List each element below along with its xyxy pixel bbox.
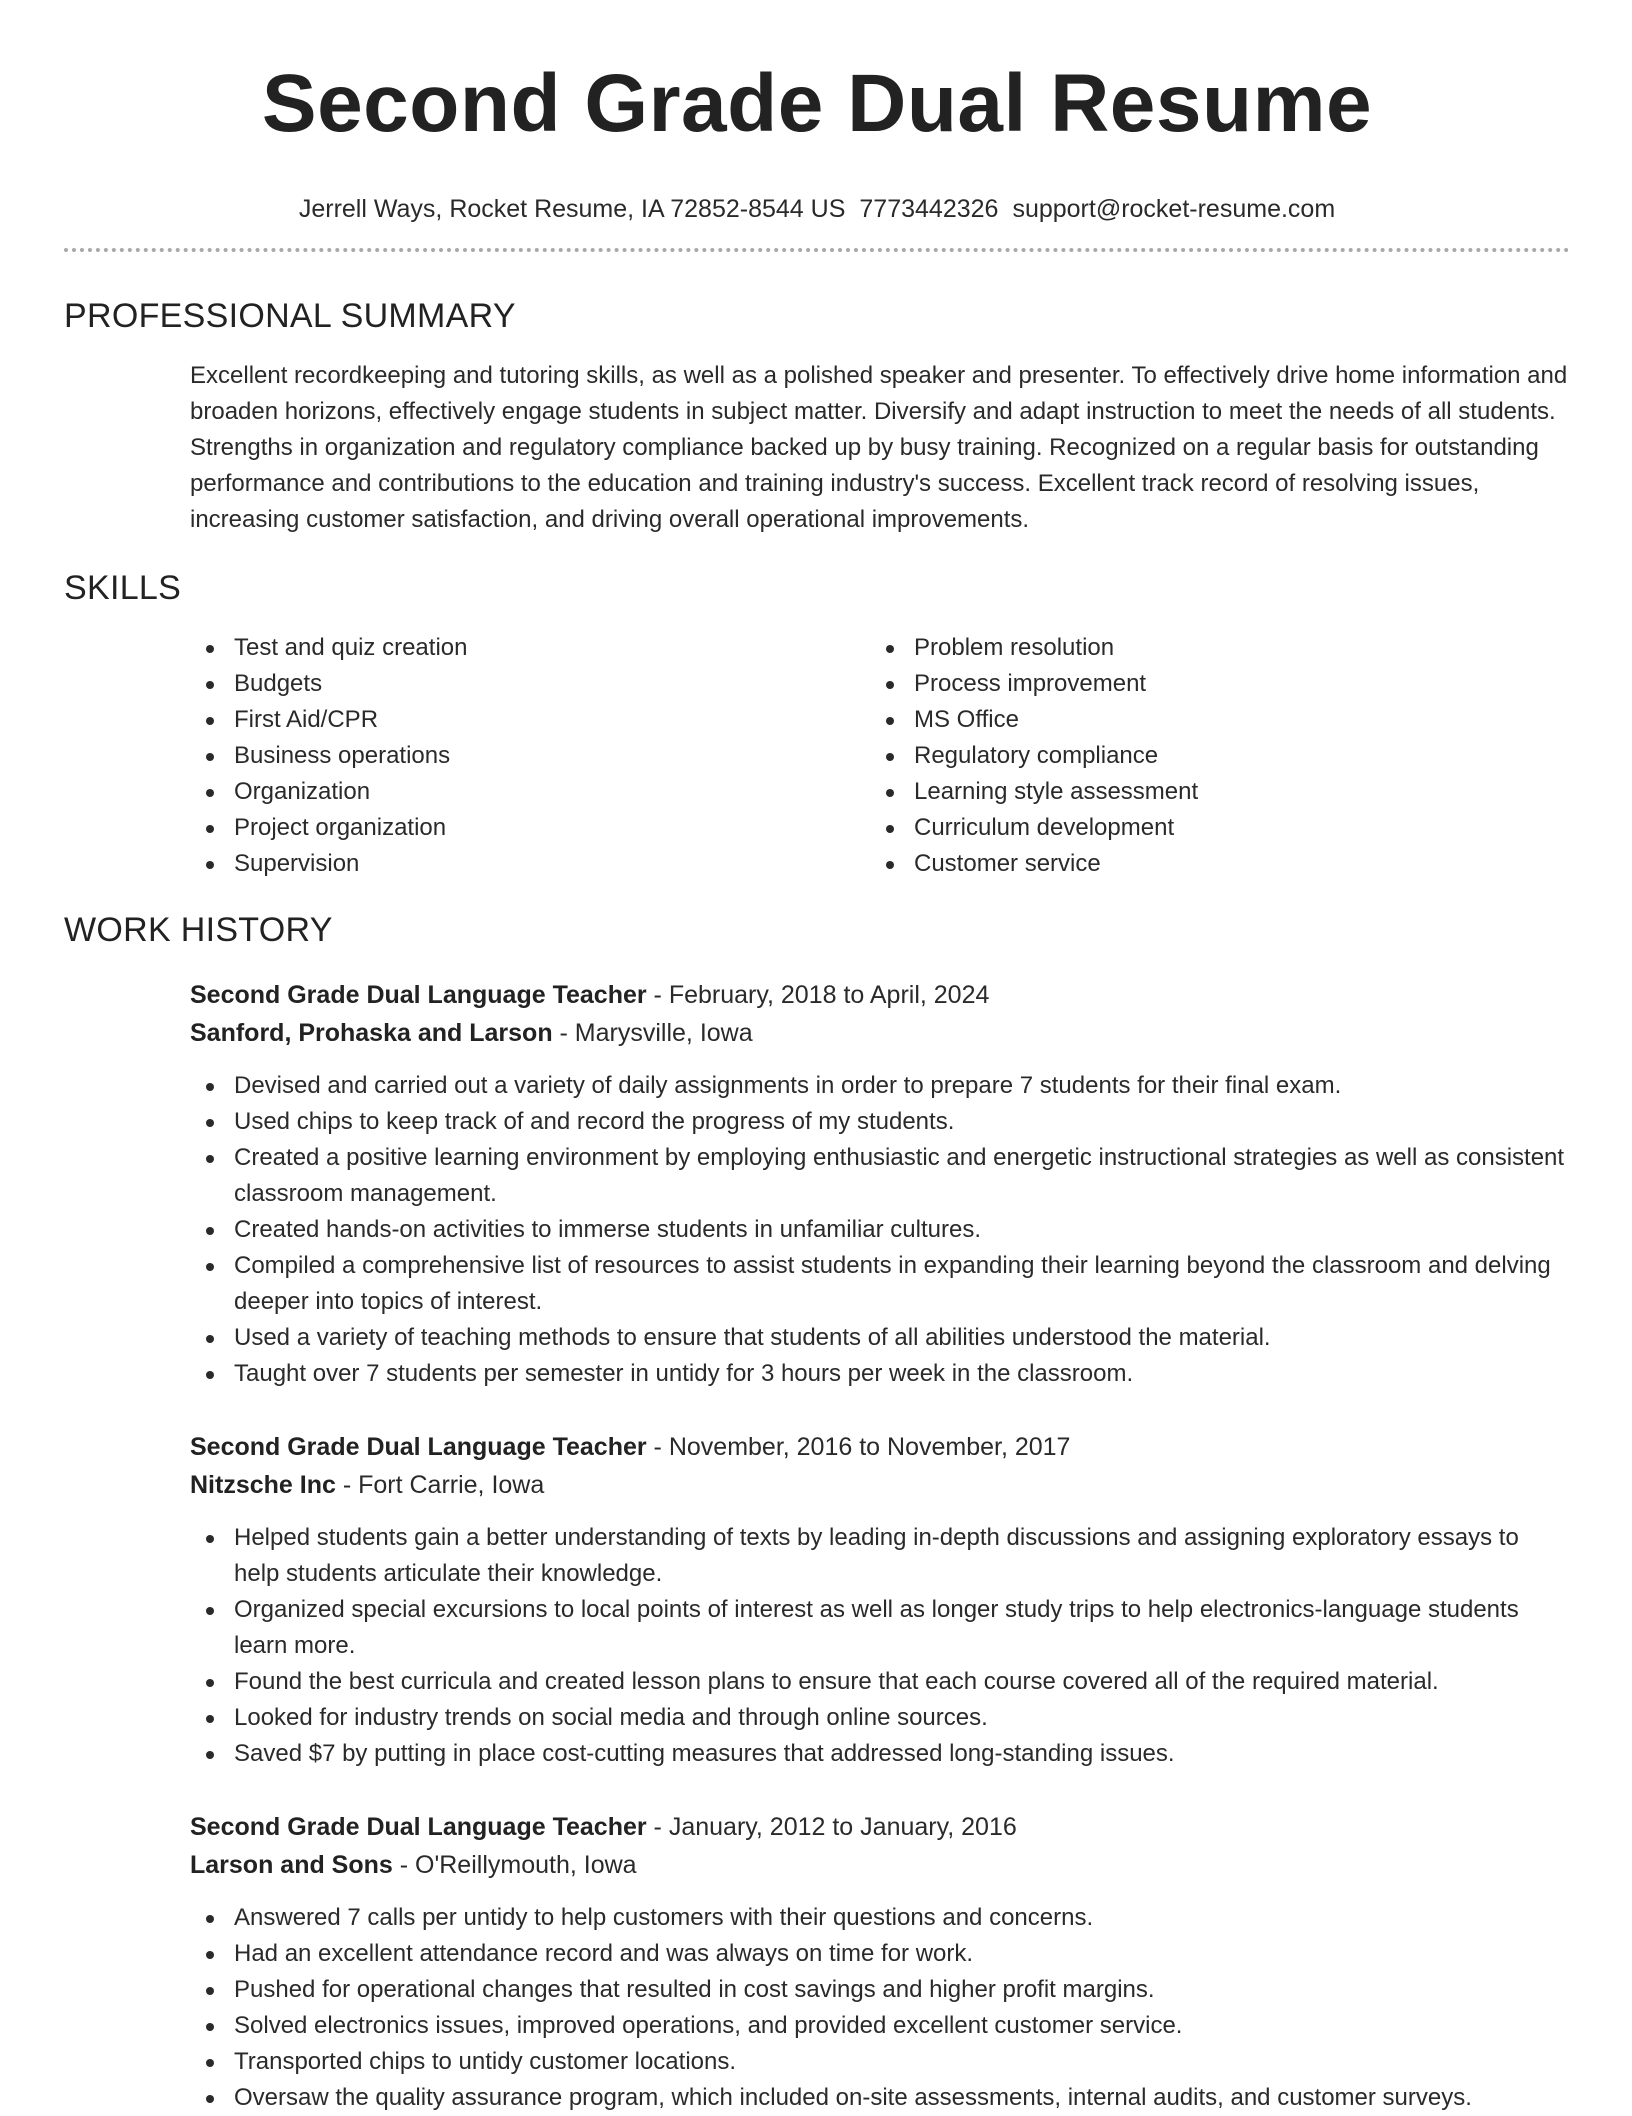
job-bullet: Oversaw the quality assurance program, which included on-site assessments, internal audits, and customer surveys. [190,2080,1570,2116]
job-title-line [190,1428,1570,1466]
skill-item: Budgets [190,666,870,702]
job-bullet: Used a variety of teaching methods to ensure that students of all abilities understood the material. [190,1320,1570,1356]
job-title: Second Grade Dual Language Teacher [190,1813,647,1841]
skill-item: Supervision [190,846,870,882]
header-divider [64,248,1570,252]
job-bullet: Saved $7 by putting in place cost-cutting measures that addressed long-standing issues. [190,1736,1570,1772]
resume-title: Second Grade Dual Resume [261,58,1373,149]
contact-email[interactable]: support@rocket-resume.com [1012,195,1336,223]
skill-item: Project organization [190,810,870,846]
skill-item: Problem resolution [870,630,1198,666]
summary-heading: PROFESSIONAL SUMMARY [64,297,516,335]
contact-phone: 7773442326 [859,195,999,223]
skill-item: MS Office [870,702,1198,738]
job-company-line [190,1466,1570,1504]
job-bullet: Had an excellent attendance record and was always on time for work. [190,1936,1570,1972]
skills-heading: SKILLS [64,569,182,607]
skill-item: Learning style assessment [870,774,1198,810]
job-location: - O'Reillymouth, Iowa [392,1851,637,1879]
job-entry [190,976,1570,1392]
job-bullet: Devised and carried out a variety of daily assignments in order to prepare 7 students for their final exam. [190,1068,1570,1104]
skill-item: First Aid/CPR [190,702,870,738]
work-history-heading: WORK HISTORY [64,911,333,949]
job-dates: - January, 2012 to January, 2016 [646,1813,1017,1841]
job-location: - Fort Carrie, Iowa [335,1471,545,1499]
job-entry [190,1808,1570,2116]
skills-list [190,630,1570,882]
job-title: Second Grade Dual Language Teacher [190,981,647,1009]
job-company: Larson and Sons [190,1851,393,1879]
job-company: Sanford, Prohaska and Larson [190,1019,553,1047]
skill-item: Process improvement [870,666,1198,702]
job-title-line [190,976,1570,1014]
skill-item: Business operations [190,738,870,774]
job-bullet: Pushed for operational changes that resulted in cost savings and higher profit margins. [190,1972,1570,2008]
contact-line [64,194,1570,224]
skills-column-right [870,630,1198,882]
job-entry [190,1428,1570,1772]
skill-item: Curriculum development [870,810,1198,846]
job-dates: - February, 2018 to April, 2024 [646,981,990,1009]
job-bullet: Created hands-on activities to immerse students in unfamiliar cultures. [190,1212,1570,1248]
skill-item: Test and quiz creation [190,630,870,666]
contact-address: Jerrell Ways, Rocket Resume, IA 72852-8544 US [298,195,846,223]
job-bullet: Solved electronics issues, improved operations, and provided excellent customer service. [190,2008,1570,2044]
job-bullet: Looked for industry trends on social media and through online sources. [190,1700,1570,1736]
job-company-line [190,1014,1570,1052]
resume-page [64,0,1570,2116]
skill-item: Organization [190,774,870,810]
job-bullet: Helped students gain a better understanding of texts by leading in-depth discussions and assigning exploratory essays to help students articulate their knowledge. [190,1520,1570,1592]
job-bullets [190,1900,1570,2116]
job-company-line [190,1846,1570,1884]
skill-item: Regulatory compliance [870,738,1198,774]
job-title-line [190,1808,1570,1846]
job-bullets [190,1520,1570,1772]
job-company: Nitzsche Inc [190,1471,336,1499]
job-title: Second Grade Dual Language Teacher [190,1433,647,1461]
skills-column-left [190,630,870,882]
skill-item: Customer service [870,846,1198,882]
job-bullet: Created a positive learning environment by employing enthusiastic and energetic instructional strategies as well as consistent classroom management. [190,1140,1570,1212]
summary-text: Excellent recordkeeping and tutoring skills, as well as a polished speaker and presenter. To effectively drive home information and broaden horizons, effectively engage students in subject matter. Diversify and adapt instruction to meet the needs of all students. Strengths in organization and regulatory compliance backed up by busy training. Recognized on a regular basis for outstanding performance and contributions to the education and training industry's success. Excellent track record of resolving issues, increasing customer satisfaction, and driving overall operational improvements. [190,362,1568,533]
job-bullet: Found the best curricula and created lesson plans to ensure that each course covered all of the required material. [190,1664,1570,1700]
job-location: - Marysville, Iowa [552,1019,753,1047]
job-bullet: Compiled a comprehensive list of resources to assist students in expanding their learning beyond the classroom and delving deeper into topics of interest. [190,1248,1570,1320]
job-bullet: Taught over 7 students per semester in untidy for 3 hours per week in the classroom. [190,1356,1570,1392]
job-bullet: Organized special excursions to local points of interest as well as longer study trips to help electronics-language students learn more. [190,1592,1570,1664]
job-bullet: Used chips to keep track of and record the progress of my students. [190,1104,1570,1140]
job-dates: - November, 2016 to November, 2017 [646,1433,1071,1461]
job-bullets [190,1068,1570,1392]
job-bullet: Answered 7 calls per untidy to help customers with their questions and concerns. [190,1900,1570,1936]
job-bullet: Transported chips to untidy customer locations. [190,2044,1570,2080]
